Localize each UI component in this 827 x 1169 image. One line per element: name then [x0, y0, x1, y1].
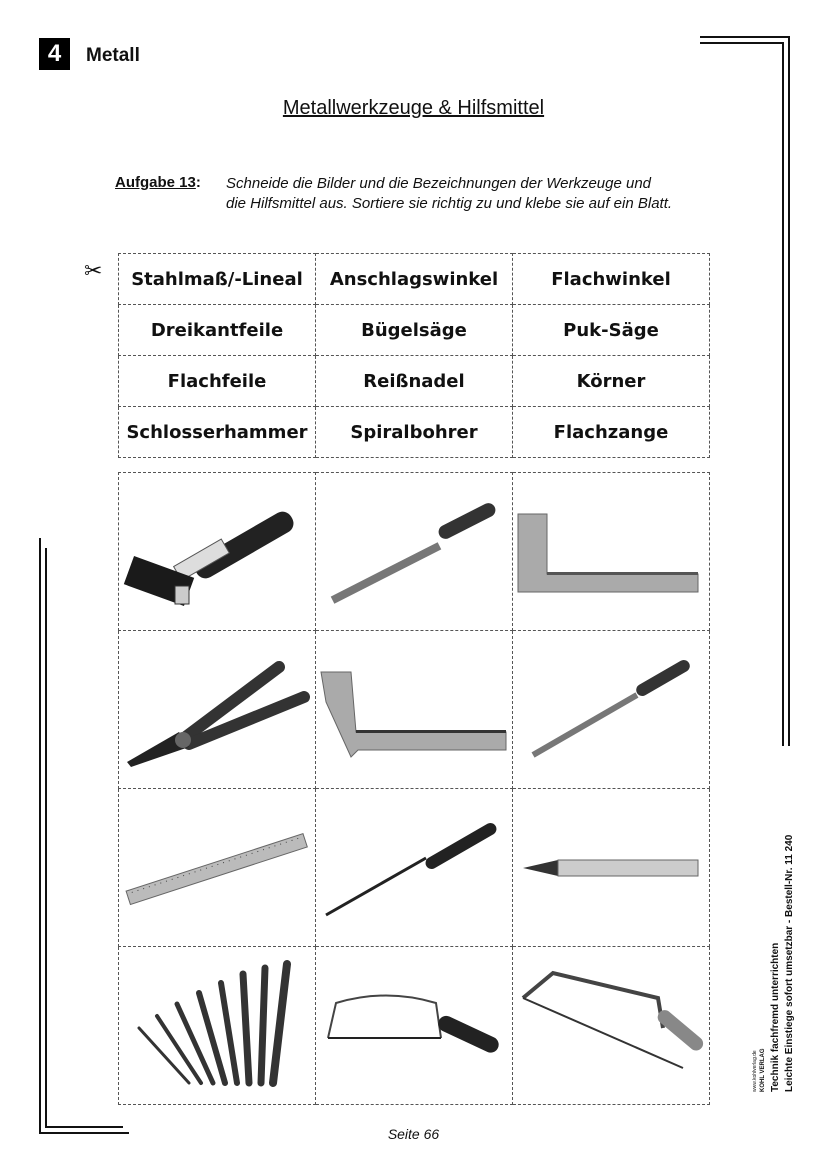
hacksaw-image [513, 948, 709, 1104]
word-card: Körner [513, 356, 710, 407]
flat-pliers-image [119, 632, 315, 788]
steel-ruler-image [119, 790, 315, 946]
word-card: Flachwinkel [513, 254, 710, 305]
center-punch-image [513, 790, 709, 946]
word-card: Flachzange [513, 407, 710, 458]
word-card: Puk-Säge [513, 305, 710, 356]
chapter-number: 4 [39, 38, 70, 70]
word-card: Reißnadel [316, 356, 513, 407]
frame-left-line-inner [45, 548, 47, 1128]
page-title: Metallwerkzeuge & Hilfsmittel [282, 97, 545, 119]
picture-card [119, 631, 316, 789]
flat-file-image [316, 474, 512, 630]
picture-card [513, 947, 710, 1105]
picture-card [513, 631, 710, 789]
sidebar-line2: Leichte Einstiege sofort umsetzbar - Bestell-Nr. 11 240 [784, 834, 795, 1092]
picture-card [513, 789, 710, 947]
flat-square-image [513, 474, 709, 630]
word-table [118, 253, 710, 458]
scriber-image [316, 790, 512, 946]
frame-right-line-inner [782, 42, 784, 746]
picture-card [513, 473, 710, 631]
try-square-image [316, 632, 512, 788]
picture-card [316, 631, 513, 789]
picture-card [119, 947, 316, 1105]
picture-card [119, 789, 316, 947]
word-card: Flachfeile [119, 356, 316, 407]
picture-card [316, 789, 513, 947]
hammer-image [119, 474, 315, 630]
scissors-icon: ✂ [84, 258, 103, 283]
picture-table [118, 472, 710, 1105]
frame-top-line [700, 36, 790, 38]
drill-bits-image [119, 948, 315, 1104]
chapter-title: Metall [86, 45, 140, 66]
word-card: Spiralbohrer [316, 407, 513, 458]
sidebar-url: www.kohlverlag.de [752, 1050, 758, 1092]
task-text: Schneide die Bilder und die Bezeichnungen der Werkzeuge und die Hilfsmittel aus. Sortiere sie richtig zu und klebe sie auf ein Blatt. [226, 175, 673, 212]
puk-saw-image [316, 948, 512, 1104]
word-card: Bügelsäge [316, 305, 513, 356]
triangular-file-image [513, 632, 709, 788]
task-label: Aufgabe 13: [115, 174, 201, 191]
word-card: Dreikantfeile [119, 305, 316, 356]
picture-card [119, 473, 316, 631]
frame-right-line [788, 36, 790, 746]
frame-left-line [39, 538, 41, 1134]
word-card: Schlosserhammer [119, 407, 316, 458]
picture-card [316, 473, 513, 631]
word-card: Stahlmaß/-Lineal [119, 254, 316, 305]
frame-top-line-inner [700, 42, 784, 44]
word-card: Anschlagswinkel [316, 254, 513, 305]
sidebar-line1: Technik fachfremd unterrichten [770, 942, 781, 1092]
page-number: Seite 66 [387, 1126, 440, 1142]
picture-card [316, 947, 513, 1105]
publisher-sidebar [752, 744, 802, 1094]
sidebar-publisher: KOHL VERLAG [760, 1048, 766, 1092]
